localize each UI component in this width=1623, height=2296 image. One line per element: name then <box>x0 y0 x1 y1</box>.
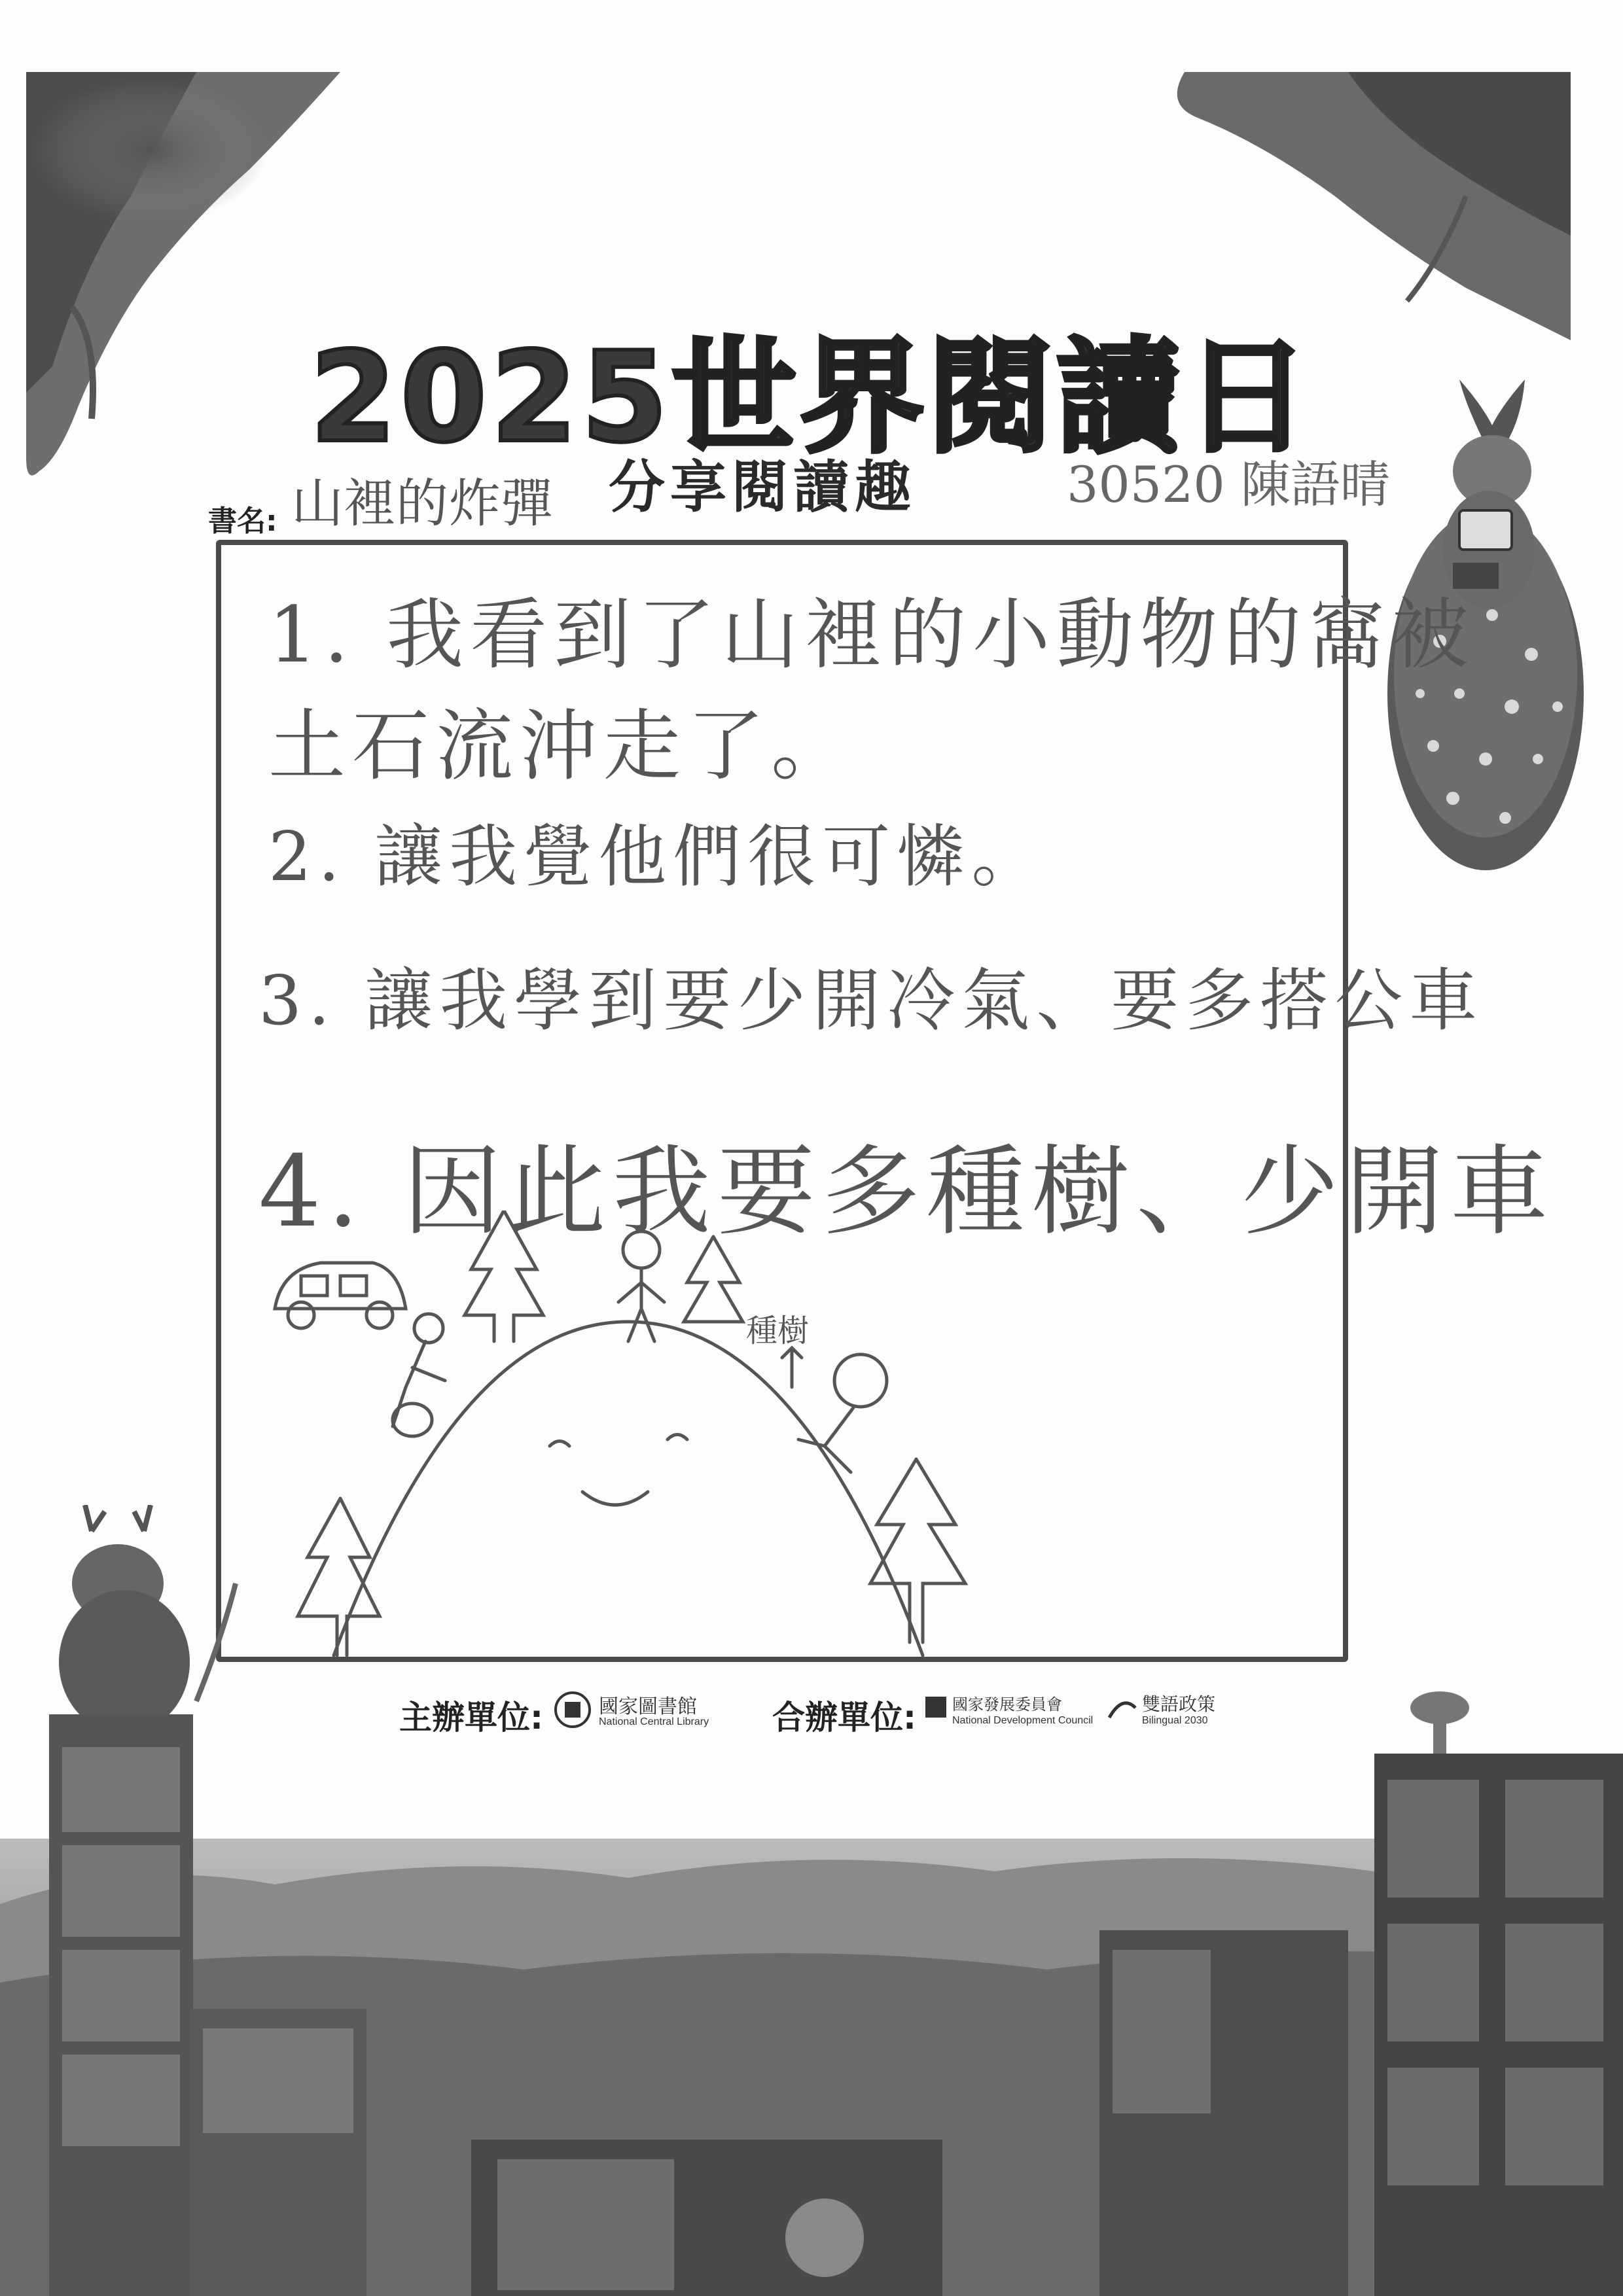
host-org-en: National Central Library <box>599 1716 709 1727</box>
bilingual-policy-en: Bilingual 2030 <box>1142 1715 1208 1726</box>
page-subtitle: 分享閱讀趣 <box>609 455 916 520</box>
student-id-name: 30520 陳語晴 <box>1067 455 1390 514</box>
answer-line-1: 1. 我看到了山裡的小動物的窩被 <box>268 590 1476 680</box>
book-title-label: 書名: <box>208 504 277 538</box>
bilingual-policy: 雙語政策 <box>1142 1693 1216 1715</box>
host-label: 主辦單位: <box>399 1699 543 1737</box>
co-host-org-en: National Development Council <box>952 1715 1094 1726</box>
hill-drawing <box>262 1210 1309 1669</box>
drawing-label: 種樹 <box>746 1313 810 1349</box>
answer-line-1-cont: 土石流沖走了。 <box>268 701 855 791</box>
co-host-org: 國家發展委員會 <box>952 1695 1062 1714</box>
answer-line-3: 3. 讓我學到要少開冷氣、要多搭公車 <box>259 961 1484 1040</box>
book-title-handwritten: 山裡的炸彈 <box>291 473 553 534</box>
answer-line-2: 2. 讓我覺他們很可憐。 <box>268 817 1046 896</box>
co-host-label: 合辦單位: <box>772 1699 916 1737</box>
host-org: 國家圖書館 <box>599 1695 697 1718</box>
answer-line-4: 4. 因此我要多種樹、少開車 <box>259 1135 1555 1249</box>
page-title: 2025世界閱讀日 <box>310 325 1313 470</box>
bookshelf-landscape-decoration <box>0 1688 1623 2296</box>
